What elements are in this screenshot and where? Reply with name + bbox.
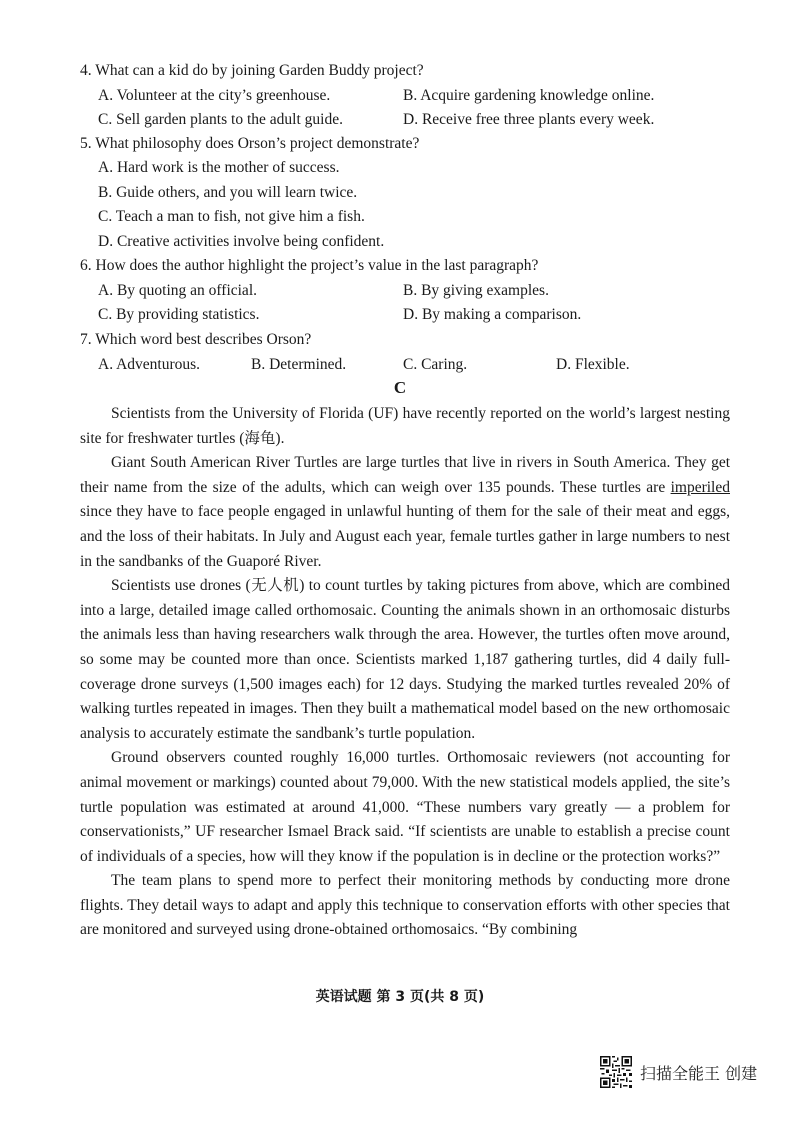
question-5-stem: 5. What philosophy does Orson’s project demonstrate? xyxy=(80,135,420,152)
question-5-option-a: A. Hard work is the mother of success. xyxy=(98,159,340,176)
section-heading: C xyxy=(393,378,407,397)
paragraph-2-text-before: Giant South American River Turtles are large turtles that live in rivers in South America. They get their name from the size of the adults, which can weigh over 135 pounds. These turtles are xyxy=(80,454,730,496)
question-5-option-c: C. Teach a man to fish, not give him a fish. xyxy=(98,208,365,225)
page-footer: 英语试题 第 3 页(共 8 页) xyxy=(315,989,485,1005)
question-5-option-d: D. Creative activities involve being confident. xyxy=(98,233,385,250)
question-4-option-a: A. Volunteer at the city’s greenhouse. xyxy=(98,87,331,104)
passage-paragraph-3: Scientists use drones (无人机) to count turtles by taking pictures from above, which are combined into a large, detailed image called orthomosaic. Counting the animals shown in an orthomosaic disturbs the animals less than having researchers walk through the area. However, the turtles often move around, so some may be counted more than once. Scientists marked 1,187 gathering turtles, did 4 daily full-coverage drone surveys (1,500 images each) for 12 days. Studying the marked turtles revealed 20% of walking turtles repeated in images. Then they built a mathematical model based on the new orthomosaic analysis to accurately estimate the sandbank’s turtle population. xyxy=(80,577,730,742)
question-5-option-b: B. Guide others, and you will learn twice. xyxy=(98,184,358,201)
scanner-watermark xyxy=(600,1056,790,1088)
question-7-option-b: B. Determined. xyxy=(251,356,347,373)
question-6-option-d: D. By making a comparison. xyxy=(403,306,582,323)
question-6-option-a: A. By quoting an official. xyxy=(98,282,257,299)
question-4-option-b: B. Acquire gardening knowledge online. xyxy=(403,87,655,104)
question-7-option-d: D. Flexible. xyxy=(556,356,630,373)
passage-paragraph-2 xyxy=(80,451,730,574)
question-6-stem: 6. How does the author highlight the project’s value in the last paragraph? xyxy=(80,257,539,274)
underlined-word: imperiled xyxy=(670,478,730,496)
question-4-option-d: D. Receive free three plants every week. xyxy=(403,111,655,128)
question-6-option-c: C. By providing statistics. xyxy=(98,306,260,323)
passage-paragraph-5: The team plans to spend more to perfect their monitoring methods by conducting more drone flights. They detail ways to adapt and apply this technique to conservation efforts with other species that are monitored and surveyed using drone-obtained orthomosaics. “By combining xyxy=(80,872,730,939)
passage-paragraph-4: Ground observers counted roughly 16,000 turtles. Orthomosaic reviewers (not accounting for animal movement or markings) counted about 79,000. With the new statistical models applied, the site’s turtle population was estimated at around 41,000. “These numbers vary greatly — a problem for conservationists,” UF researcher Ismael Brack said. “If scientists are unable to establish a precise count of individuals of a species, how will they know if the population is in decline or the protection works?” xyxy=(80,749,730,865)
reading-passage xyxy=(80,402,730,943)
paragraph-2-text-after: since they have to face people engaged in unlawful hunting of them for the sale of their meat and eggs, and the loss of their habitats. In July and August each year, female turtles gather in large numbers to nest in the sandbanks of the Guaporé River. xyxy=(80,503,730,570)
question-4-option-c: C. Sell garden plants to the adult guide. xyxy=(98,111,343,128)
question-4-stem: 4. What can a kid do by joining Garden Buddy project? xyxy=(80,62,424,79)
question-7-option-a: A. Adventurous. xyxy=(98,356,201,373)
question-7-option-c: C. Caring. xyxy=(403,356,468,373)
qr-code-icon xyxy=(600,1056,632,1088)
question-6-option-b: B. By giving examples. xyxy=(403,282,549,299)
question-7-stem: 7. Which word best describes Orson? xyxy=(80,331,312,348)
watermark-text: 扫描全能王 创建 xyxy=(640,1063,758,1083)
passage-paragraph-1: Scientists from the University of Florida (UF) have recently reported on the world’s largest nesting site for freshwater turtles (海龟). xyxy=(80,405,730,447)
